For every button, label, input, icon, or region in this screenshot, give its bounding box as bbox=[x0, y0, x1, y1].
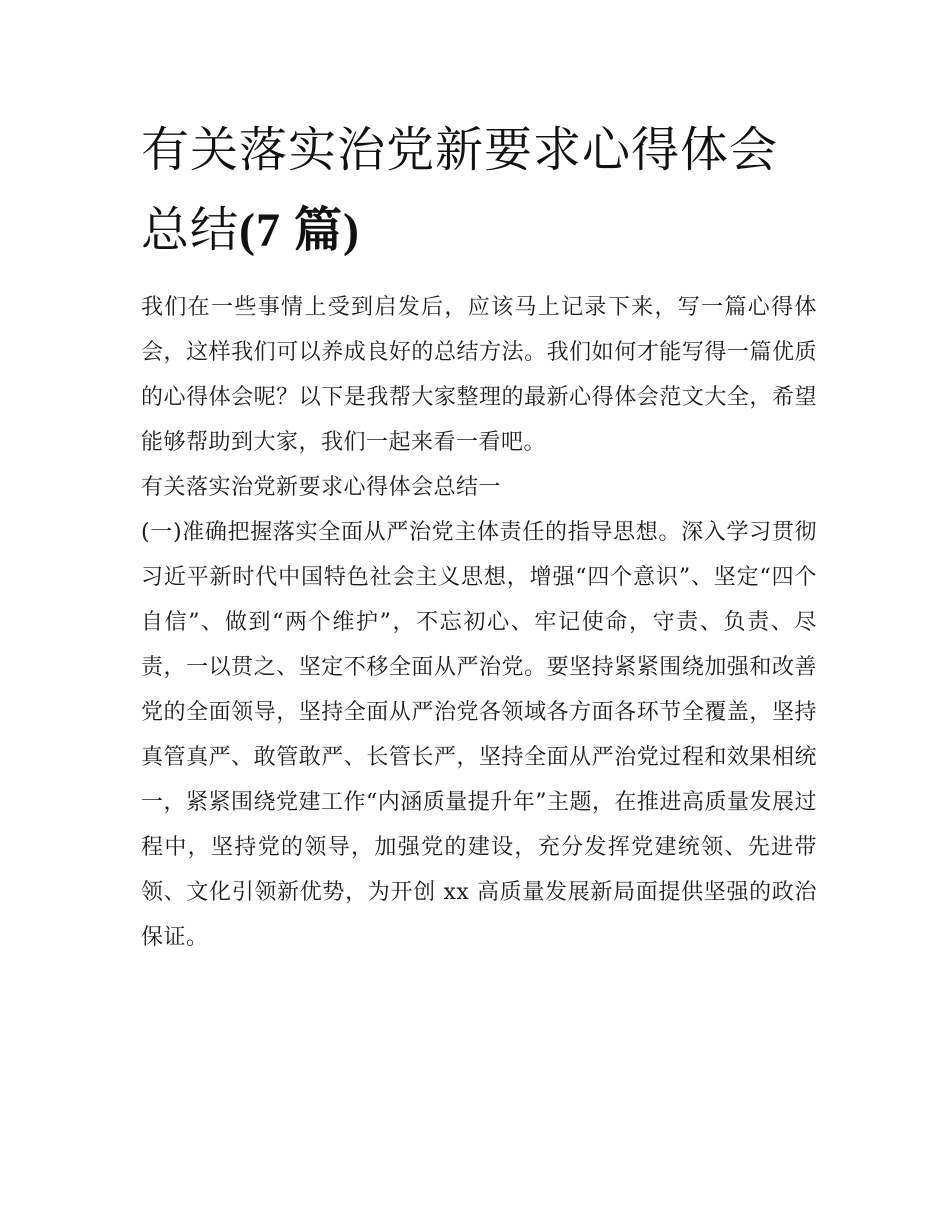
section-body-paragraph: (一)准确把握落实全面从严治党主体责任的指导思想。深入学习贯彻习近平新时代中国特色社会主义思想，增强“四个意识”、坚定“四个自信”、做到“两个维护”，不忘初心、牢记使命，守责、负责、尽责，一以贯之、坚定不移全面从严治党。要坚持紧紧围绕加强和改善党的全面领导，坚持全面从严治党各领域各方面各环节全覆盖，坚持真管真严、敢管敢严、长管长严，坚持全面从严治党过程和效果相统一，紧紧围绕党建工作“内涵质量提升年”主题，在推进高质量发展过程中，坚持党的领导，加强党的建设，充分发挥党建统领、先进带领、文化引领新优势，为开创 xx 高质量发展新局面提供坚强的政治保证。 bbox=[141, 520, 817, 950]
document-content bbox=[141, 110, 817, 960]
document-title bbox=[141, 110, 817, 271]
intro-paragraph: 我们在一些事情上受到启发后，应该马上记录下来，写一篇心得体会，这样我们可以养成良好的总结方法。我们如何才能写得一篇优质的心得体会呢？以下是我帮大家整理的最新心得体会范文大全，希望能够帮助到大家，我们一起来看一看吧。 bbox=[141, 295, 817, 455]
document-title-main: 有关落实治党新要求心得体会总结 bbox=[141, 122, 779, 258]
section-heading: 有关落实治党新要求心得体会总结一 bbox=[141, 475, 502, 500]
document-title-suffix: (7 篇) bbox=[239, 204, 360, 257]
